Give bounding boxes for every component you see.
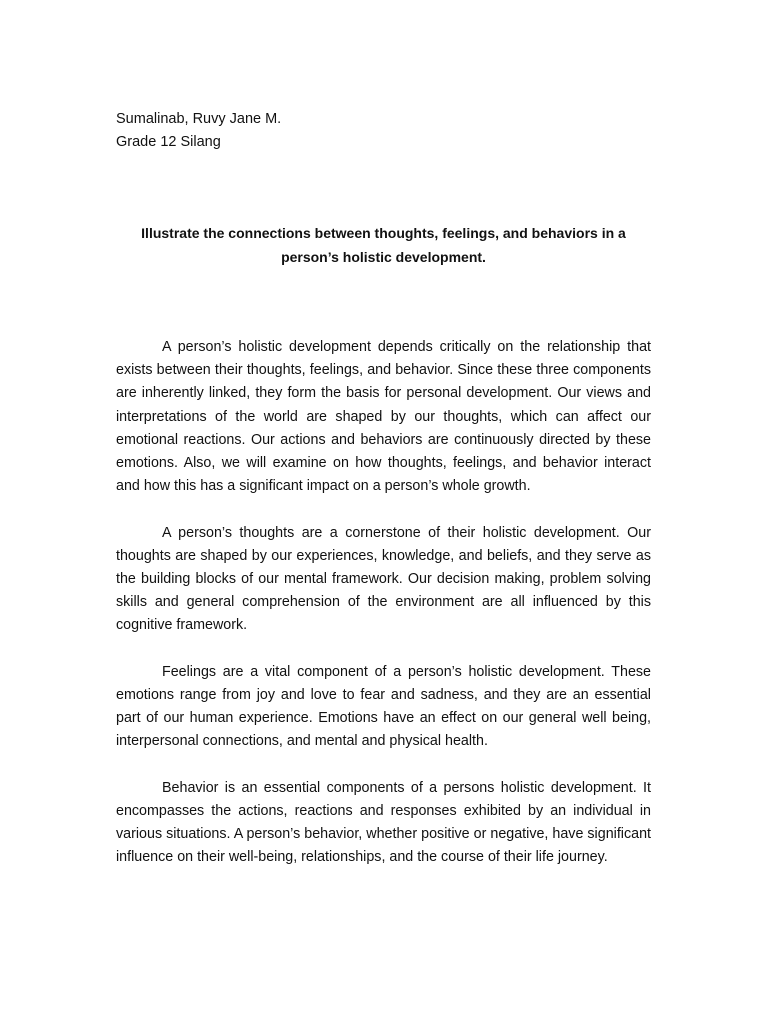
author-name: Sumalinab, Ruvy Jane M. — [116, 111, 282, 127]
author-header — [116, 108, 281, 154]
paragraph-feelings: Feelings are a vital component of a person’s holistic development. These emotions range from joy and love to fear and sadness, and they are an essential part of our human experience. Emotions have an effect on our general well being, interpersonal connections, and mental and physical health. — [116, 663, 651, 750]
essay-title: Illustrate the connections between thoughts, feelings, and behaviors in a person’s holistic development. — [141, 225, 626, 265]
paragraph-thoughts: A person’s thoughts are a cornerstone of their holistic development. Our thoughts are shaped by our experiences, knowledge, and beliefs, and they serve as the building blocks of our mental framework. Our decision making, problem solving skills and general comprehension of the environment are all influenced by this cognitive framework. — [116, 524, 651, 634]
paragraph-behavior: Behavior is an essential components of a persons holistic development. It encompasses the actions, reactions and responses exhibited by an individual in various situations. A person’s behavior, whether positive or negative, have significant influence on their well-being, relationships, and the course of their life journey. — [116, 779, 651, 866]
author-grade-section: Grade 12 Silang — [116, 134, 221, 150]
essay-body — [116, 336, 651, 893]
paragraph-intro: A person’s holistic development depends critically on the relationship that exists between their thoughts, feelings, and behavior. Since these three components are inherently linked, they form the basis for personal development. Our views and interpretations of the world are shaped by our thoughts, which can affect our emotional reactions. Our actions and behaviors are continuously directed by these emotions. Also, we will examine on how thoughts, feelings, and behavior interact and how this has a significant impact on a person’s whole growth. — [116, 339, 651, 495]
